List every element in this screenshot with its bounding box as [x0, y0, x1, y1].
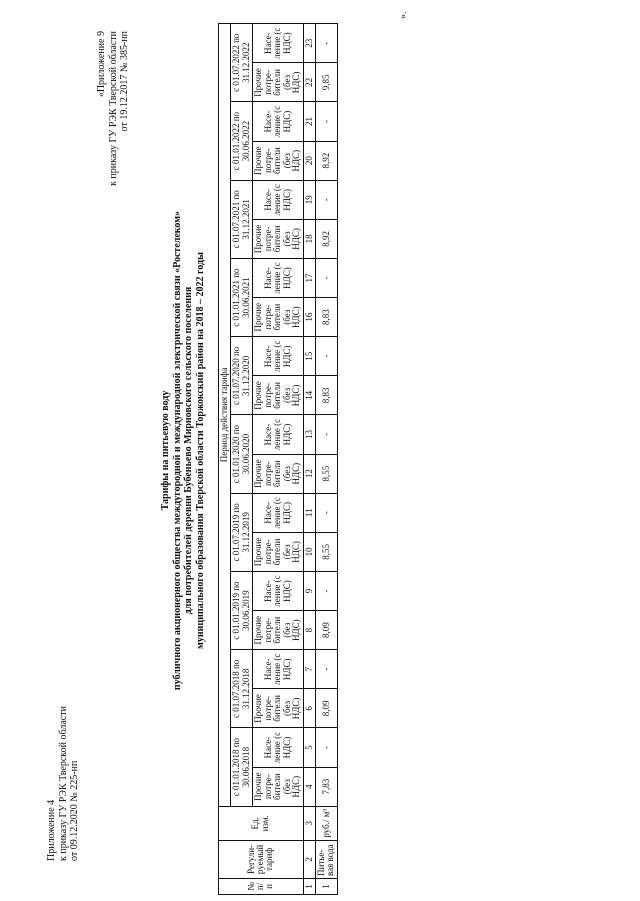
period-5: с 01.01.2020 по 30.06.2020 [231, 415, 253, 493]
sub-other: Прочие потре-бители (без НДС) [253, 63, 303, 102]
header-right [96, 31, 131, 261]
header-right-line3: от 19.12.2017 № 385-нп [119, 31, 130, 132]
value-cell: 8,55 [315, 454, 337, 493]
col-num: 4 [303, 767, 315, 806]
col-num: 23 [303, 24, 315, 63]
value-cell: 9,85 [315, 63, 337, 102]
period-7: с 01.01.2021 по 30.06.2021 [231, 258, 253, 336]
col-num: 17 [303, 258, 315, 297]
col-num: 8 [303, 611, 315, 650]
header-right-line1: «Приложение 9 [96, 31, 107, 98]
period-header: Период действия тарифа [219, 24, 231, 807]
col-num: 10 [303, 532, 315, 571]
col-num: 12 [303, 454, 315, 493]
col-num: 20 [303, 141, 315, 180]
period-9: с 01.01.2022 по 30.06.2022 [231, 102, 253, 180]
header-left-line2: к приказу ГУ РЭК Тверской области [57, 706, 69, 861]
row-no: 1 [315, 878, 337, 894]
value-cell: 8,83 [315, 298, 337, 337]
title-line1: Тарифы на питьевую воду [160, 390, 171, 511]
col-num: 1 [303, 878, 315, 894]
col-num: 14 [303, 376, 315, 415]
sub-pop: Насе-ление (с НДС) [253, 650, 303, 689]
value-cell: 8,92 [315, 141, 337, 180]
col-num: 21 [303, 102, 315, 141]
period-1: с 01.01.2018 по 30.06.2018 [231, 728, 253, 806]
title-line4: муниципального образования Тверской области Торжокский район на 2018 – 2022 годы [194, 252, 206, 649]
col-num: 9 [303, 571, 315, 610]
value-cell: - [315, 180, 337, 219]
period-3: с 01.01.2019 по 30.06.2019 [231, 571, 253, 649]
sub-other: Прочие потре-бители (без НДС) [253, 532, 303, 571]
value-cell: - [315, 571, 337, 610]
value-cell: - [315, 337, 337, 376]
sub-other: Прочие потре-бители (без НДС) [253, 376, 303, 415]
col-num: 22 [303, 63, 315, 102]
sub-pop: Насе-ление (с НДС) [253, 493, 303, 532]
value-cell: 8,83 [315, 376, 337, 415]
period-4: с 01.07.2019 по 31.12.2019 [231, 493, 253, 571]
value-cell: 8,09 [315, 689, 337, 728]
row-unit: руб./ м³ [315, 806, 337, 840]
header-left-line1: Приложение 4 [46, 799, 57, 861]
sub-pop: Насе-ление (с НДС) [253, 258, 303, 297]
header-left [46, 706, 81, 861]
title-block [160, 0, 206, 901]
header-left-line3: от 09.12.2020 № 225-нп [69, 760, 80, 861]
sub-pop: Насе-ление (с НДС) [253, 415, 303, 454]
col-unit-header: Ед. изм. [219, 806, 304, 840]
header-row-periods [231, 24, 253, 895]
col-num: 15 [303, 337, 315, 376]
value-cell: - [315, 24, 337, 63]
period-2: с 01.07.2018 по 31.12.2018 [231, 650, 253, 728]
period-10: с 01.07.2022 по 31.12.2022 [231, 24, 253, 102]
value-cell: 7,83 [315, 767, 337, 806]
col-num: 16 [303, 298, 315, 337]
col-no-header: № п/ п [219, 878, 304, 894]
row-tariff: Питье-вая вода [315, 840, 337, 878]
sub-pop: Насе-ление (с НДС) [253, 728, 303, 767]
col-num: 3 [303, 806, 315, 840]
closing-quote: ». [398, 11, 409, 19]
sub-other: Прочие потре-бители (без НДС) [253, 219, 303, 258]
value-cell: - [315, 728, 337, 767]
col-num: 19 [303, 180, 315, 219]
col-num: 13 [303, 415, 315, 454]
sub-pop: Насе-ление (с НДС) [253, 571, 303, 610]
col-num: 18 [303, 219, 315, 258]
sub-pop: Насе-ление (с НДС) [253, 337, 303, 376]
value-cell: - [315, 493, 337, 532]
value-cell: - [315, 650, 337, 689]
col-tariff-header: Регули-руемый тариф [219, 840, 304, 878]
sub-pop: Насе-ление (с НДС) [253, 102, 303, 141]
header-row-1 [219, 24, 231, 895]
col-num: 11 [303, 493, 315, 532]
sub-other: Прочие потре-бители (без НДС) [253, 298, 303, 337]
sub-other: Прочие потре-бители (без НДС) [253, 767, 303, 806]
value-cell: 8,09 [315, 611, 337, 650]
col-num: 5 [303, 728, 315, 767]
value-cell: - [315, 415, 337, 454]
header-right-line2: к приказу ГУ РЭК Тверской области [107, 31, 119, 186]
value-cell: - [315, 102, 337, 141]
col-num: 7 [303, 650, 315, 689]
title-line2: публичного акционерного общества междугородной и международной электрической связи «Ростелеком» [171, 210, 183, 691]
value-cell: 8,55 [315, 532, 337, 571]
value-cell: - [315, 258, 337, 297]
value-cell: 8,92 [315, 219, 337, 258]
sub-other: Прочие потре-бители (без НДС) [253, 689, 303, 728]
column-number-row [303, 24, 315, 895]
col-num: 2 [303, 840, 315, 878]
header-row-subcols [253, 24, 303, 895]
table-row [315, 24, 337, 895]
tariff-table [218, 23, 338, 895]
sub-other: Прочие потре-бители (без НДС) [253, 611, 303, 650]
sub-other: Прочие потре-бители (без НДС) [253, 141, 303, 180]
sub-pop: Насе-ление (с НДС) [253, 180, 303, 219]
period-6: с 01.07.2020 по 31.12.2020 [231, 337, 253, 415]
title-line3: для потребителей деревни Бубеньево Мирновского сельского поселения [183, 286, 194, 615]
col-num: 6 [303, 689, 315, 728]
sub-pop: Насе-ление (с НДС) [253, 24, 303, 63]
sub-other: Прочие потре-бители (без НДС) [253, 454, 303, 493]
period-8: с 01.07.2021 по 31.12.2021 [231, 180, 253, 258]
